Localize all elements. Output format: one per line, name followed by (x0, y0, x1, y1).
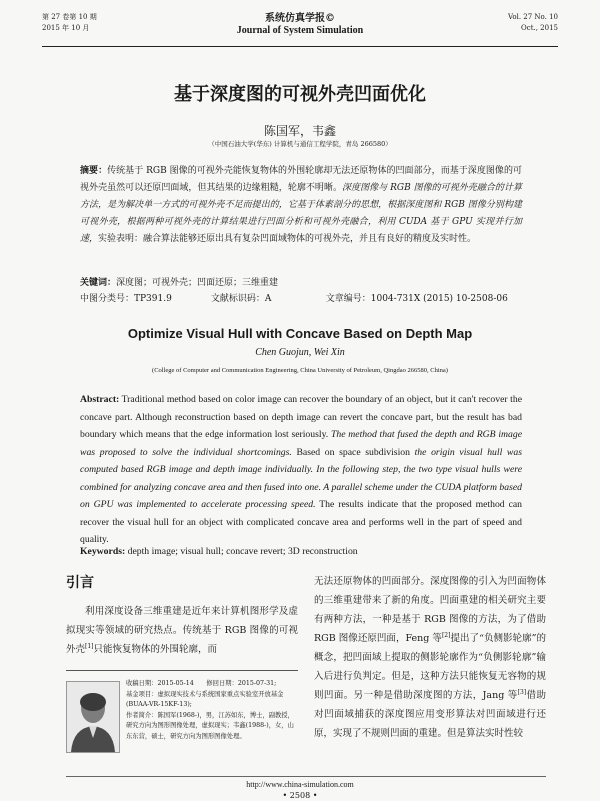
abstract-cn-label: 摘要： (80, 166, 108, 176)
authors-en: Chen Guojun, Wei Xin (255, 347, 345, 358)
abstract-cn-text-1: 传统基于 RGB 图像的可视外壳能恢复物体的外围轮廓却无法还原物体的凹面部分，而基于深度图像的可视外壳虽然可以还原凹面域，但其结果的边缘粗糙，轮廓不明晰。 (80, 166, 522, 193)
authors-cn: 陈国军，韦鑫 (263, 124, 336, 138)
header-volume-cn: 第 27 卷第 10 期 (42, 13, 97, 21)
abstract-cn-text-2: 深度图像与 RGB 图像的可视外壳融合的计算方法，是为解决单一方式的可视外壳不足而提出的，它基于体素剖分的思想，根据深度图和 RGB 图像分别构建可视外壳，根据两种可视外壳的计算结果进行凹面分析和可视外壳融合，利用 CUDA 基于 GPU 实现并行加速， (80, 183, 522, 244)
header-right (508, 12, 558, 34)
footer-rule (66, 776, 546, 777)
running-header (42, 6, 558, 47)
keywords-en (80, 545, 522, 559)
header-journal (42, 9, 558, 36)
body-right-column (314, 572, 546, 743)
abstract-en-p3: Based on space subdivision (291, 446, 415, 458)
footnote-fund: 基金项目：虚拟现实技术与系统国家重点实验室开放基金(BUAA-VR-15KF-13); (126, 690, 284, 708)
article-number: 文章编号：1004-731X (2015) 10-2508-06 (325, 294, 508, 304)
footnote-received: 收稿日期：2015-05-14 修回日期：2015-07-31; (126, 680, 277, 687)
right-text-a: 无法还原物体的凹面部分。深度图像的引入为凹面物体的三维重建带来了新的角度。凹面重建的相关研究主要有两种方法，一种是基于 RGB 图像的方法，为了借助 RGB 图像还原凹面，Feng 等 (314, 576, 546, 644)
author-portrait-icon (67, 682, 119, 752)
abstract-en-p5: The results indicate that the proposed method can recover the visual hull for an object with complicated concave area and performs well in the part of speed and quality. (80, 499, 523, 545)
footer-url[interactable]: http://www.china-simulation.com (246, 780, 354, 789)
author-footnote (66, 670, 298, 779)
journal-name-en: Journal of System Simulation (236, 25, 364, 36)
author-photo (66, 681, 120, 753)
intro-text-a: 利用深度设备三维重建是近年来计算机图形学及虚拟现实等领域的研究热点。传统基于 RGB 图像的可视外壳 (66, 606, 298, 655)
footnote-bio: 作者简介：陈国军(1968-)，男，江苏如东，博士，副教授，研究方向为图形图像处理，虚拟现实；韦鑫(1988-)，女，山东东营，硕士，研究方向为图形图像处理。 (126, 711, 294, 740)
section-title-intro: 引言 (66, 575, 94, 591)
header-date-en: Oct., 2015 (521, 24, 558, 32)
header-volume-en: Vol. 27 No. 10 (507, 13, 558, 21)
classification-line (80, 292, 522, 306)
abstract-cn (80, 163, 522, 248)
abstract-en (80, 391, 522, 549)
citation-1[interactable]: [1] (85, 642, 94, 650)
keywords-en-text: depth image; visual hull; concave revert; 3D reconstruction (125, 546, 358, 557)
affiliation-en: (College of Computer and Communication Engineering, China University of Petroleum, Qingdao 266580, China) (152, 367, 448, 374)
keywords-cn-text: 深度图；可视外壳；凹面还原；三维重建 (116, 278, 279, 288)
clc-number: 中图分类号：TP391.9 (80, 294, 172, 304)
abstract-en-p1: Traditional method based on color image can recover the boundary of an object, but it can't recover the concave part. Although reconstruction based on depth image can revert the concave part, but the result has bad boundary which means that the edge information lost seriously. (80, 394, 522, 440)
abstract-en-p4: the origin visual hull was computed based RGB image and depth image individually. In the following step, the two type visual hulls were combined for analyzing concave area and then fused into one. A parallel scheme under the CUDA platform based on GPU was implemented to accelerate processing speed. (80, 446, 522, 510)
abstract-cn-text-3: 实验表明：融合算法能够还原出具有复杂凹面域物体的可视外壳，并且有良好的精度及实时性。 (98, 234, 477, 244)
affiliation-cn: （中国石油大学(华东) 计算机与通信工程学院，青岛 266580） (208, 140, 392, 148)
footnote-text (126, 679, 298, 742)
intro-text-b: 只能恢复物体的外围轮廓，而 (93, 644, 218, 655)
page-number: • 2508 • (282, 791, 318, 800)
paper-title-cn: 基于深度图的可视外壳凹面优化 (174, 84, 426, 105)
abstract-en-p2: The method that fused the depth and RGB image was proposed to solve the individual shortcomings. (80, 429, 522, 458)
keywords-cn-label: 关键词： (80, 278, 117, 288)
body-left-column (66, 602, 298, 659)
journal-name-cn: 系统仿真学报© (265, 13, 335, 24)
header-date-cn: 2015 年 10 月 (42, 24, 90, 32)
abstract-en-label: Abstract: (80, 394, 120, 405)
keywords-cn (80, 276, 522, 290)
right-text-c: 借助对凹面域捕获的深度图应用变形算法对凹面域进行还原，实现了不规则凹面的重建。但是算法实时性较 (314, 690, 546, 739)
citation-2[interactable]: [2] (441, 631, 451, 639)
citation-3[interactable]: [3] (517, 688, 527, 696)
document-code: 文献标识码：A (210, 294, 272, 304)
paper-title-en: Optimize Visual Hull with Concave Based on Depth Map (127, 326, 473, 341)
right-text-b: 提出了“负侧影轮廓”的概念，把凹面域上提取的侧影轮廓作为“负侧影轮廓”输入后进行负判定。但是，这种方法只能恢复无容物的规则凹面。另一种是借助深度图的方法，Jang 等 (314, 633, 546, 701)
keywords-en-label: Keywords: (80, 546, 126, 557)
